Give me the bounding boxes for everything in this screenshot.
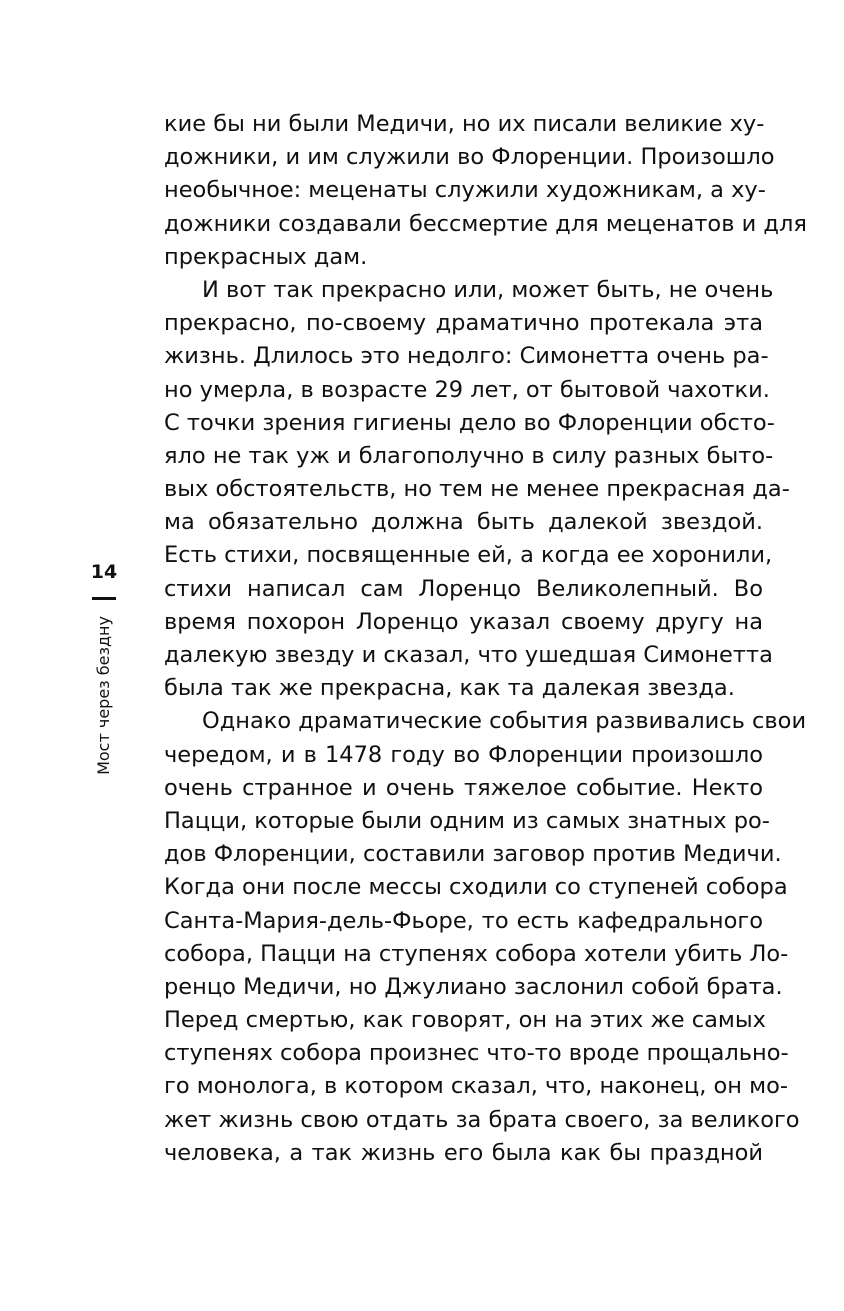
text-line: дожники создавали бессмертие для меценатов и для [164,210,807,237]
body-text [164,108,807,1170]
text-line: прекрасно, по-своему драматично протекала эта [164,310,763,337]
text-line: Есть стихи, посвященные ей, а когда ее хоронили, [164,542,773,569]
text-line: го монолога, в котором сказал, что, наконец, он мо- [164,1073,789,1100]
text-line: дожники, и им служили во Флоренции. Произошло [164,144,775,171]
text-line: собора, Пацци на ступенях собора хотели убить Ло- [164,940,789,967]
text-line: жет жизнь свою отдать за брата своего, за великого [164,1106,800,1133]
text-line: человека, а так жизнь его была как бы праздной [164,1139,763,1166]
text-line: чередом, и в 1478 году во Флоренции произошло [164,741,763,768]
text-line: Когда они после мессы сходили со ступеней собора [164,874,788,901]
text-line: прекрасных дам. [164,243,368,270]
text-line: Пацци, которые были одним из самых знатных ро- [164,807,770,834]
text-line: яло не так уж и благополучно в силу разных быто- [164,442,774,469]
text-line: вых обстоятельств, но тем не менее прекрасная да- [164,476,790,503]
text-line: далекую звезду и сказал, что ушедшая Симонетта [164,642,773,668]
text-line: ма обязательно должна быть далекой звездой. [164,509,763,536]
text-line: кие бы ни были Медичи, но их писали великие ху- [164,111,765,137]
text-line: И вот так прекрасно или, может быть, не очень [202,276,774,303]
text-line: очень странное и очень тяжелое событие. Некто [164,774,763,801]
margin-rule [92,597,116,600]
page-number: 14 [90,561,118,583]
page-margin-header [74,560,134,800]
text-line: ренцо Медичи, но Джулиано заслонил собой брата. [164,973,783,1000]
text-line: жизнь. Длилось это недолго: Симонетта очень ра- [164,343,769,370]
text-line: стихи написал сам Лоренцо Великолепный. Во [164,575,763,602]
text-line: была так же прекрасна, как та далекая звезда. [164,675,735,702]
text-line: Однако драматические события развивались свои [202,708,807,735]
text-line: Перед смертью, как говорят, он на этих же самых [164,1007,766,1034]
text-line: дов Флоренции, составили заговор против Медичи. [164,841,782,868]
text-line: Санта-Мария-дель-Фьоре, то есть кафедрального [164,907,763,934]
text-line: ступенях собора произнес что-то вроде прощально- [164,1040,789,1067]
running-title: Мост через бездну [94,616,113,775]
text-line: время похорон Лоренцо указал своему другу на [164,608,763,635]
text-line: С точки зрения гигиены дело во Флоренции обсто- [164,409,775,436]
text-line: но умерла, в возрасте 29 лет, от бытовой чахотки. [164,376,770,403]
text-line: необычное: меценаты служили художникам, а ху- [164,177,766,204]
